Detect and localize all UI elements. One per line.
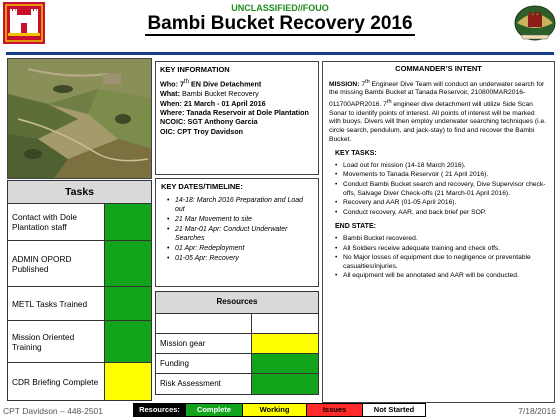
task-label: Contact with Dole Plantation staff [8,204,105,240]
key-info-where: Where: Tanada Reservoir at Dole Plantation [160,108,309,118]
key-dates-heading: KEY DATES/TIMELINE: [161,182,243,191]
table-row [8,287,151,321]
resource-label [156,314,252,333]
resource-status-cell [252,354,318,373]
key-information-heading: KEY INFORMATION [160,65,230,74]
list-item: • 21 Mar-01 Apr: Conduct Underwater Searches [167,225,313,243]
legend-working: Working [243,404,307,416]
list-item: • Conduct Bambi Bucket search and recovery, Dive Supervisor check-offs, Salvage Diver Check-offs (21 March-01 April 2016). [335,181,548,198]
table-row [156,334,318,354]
resources-table [155,291,319,395]
key-info-when: When: 21 March - 01 April 2016 [160,98,266,108]
key-tasks-list [329,162,548,218]
task-label: CDR Briefing Complete [8,363,105,400]
legend-complete: Complete [186,404,243,416]
end-state-list [329,235,548,281]
table-row [156,314,318,334]
key-info-who: Who: 7th EN Dive Detachment [160,79,262,89]
task-label: Mission Oriented Training [8,321,105,362]
mission-statement: MISSION: 7th Engineer Dive Team will conduct an underwater search for the missing Bambi Bucket at Tanada Reservoir, 210800MAR2016-011700APR2016. 7th engineer dive detachment will utilize Side Scan Sonar to identify points of interest. All points of interest will be marked with buoys. Divers will then employ underwater searching techniques (i.e. circle search, pendulum, and jack-stay) to find and recover the Bambi Bucket. [329,78,547,143]
footer-contact: CPT Davidson – 448-2501 [3,406,104,416]
legend-not-started: Not Started [363,404,425,416]
list-item: • All equipment will be annotated and AAR will be conducted. [335,272,548,281]
table-row [8,204,151,241]
key-info-ncoic: NCOIC: SGT Anthony Garcia [160,117,258,127]
list-item: • Bambi Bucket recovered. [335,235,548,244]
resource-status-cell [252,374,318,394]
legend-label: Resources: [134,404,186,416]
key-info-what: What: Bambi Bucket Recovery [160,89,259,99]
header-divider [6,52,554,55]
list-item: • 14-18: March 2016 Preparation and Load out [167,196,313,214]
legend-issues: Issues [307,404,363,416]
list-item: • 01 Apr: Redeployment [167,244,313,253]
task-status-cell [105,204,151,240]
task-status-cell [105,321,151,362]
resource-label: Funding [156,354,252,373]
table-row [8,321,151,363]
resources-heading: Resources [156,292,318,314]
list-item: • Recovery and AAR (01-05 April 2016). [335,199,548,208]
status-legend [133,403,426,417]
task-label: ADMIN OPORD Published [8,241,105,286]
commanders-intent-heading: COMMANDER’S INTENT [395,64,482,73]
list-item: • Load out for mission (14-18 March 2016). [335,162,548,171]
task-status-cell [105,241,151,286]
end-state-heading: END STATE: [335,223,376,231]
aerial-map-image [7,58,152,179]
classification-banner: UNCLASSIFIED//FOUO [231,3,329,13]
list-item: • Conduct recovery, AAR, and back brief per SOP. [335,209,548,218]
task-status-cell [105,363,151,400]
footer-date: 7/18/2016 [518,406,556,416]
resource-status-cell [252,334,318,353]
list-item: • 21 Mar Movement to site [167,215,313,224]
page-title-text: Bambi Bucket Recovery 2016 [147,13,413,34]
tasks-table [7,180,152,401]
table-row [156,354,318,374]
list-item: • All Soldiers receive adequate training and check offs. [335,245,548,254]
task-status-cell [105,287,151,320]
list-item: • No Major losses of equipment due to negligence or preventable casualties/injuries. [335,254,548,271]
key-dates-list [161,196,313,263]
unit-crest-icon [513,3,557,43]
resource-status-cell [252,314,318,333]
key-information-panel [155,61,319,175]
key-info-oic: OIC: CPT Troy Davidson [160,126,244,136]
table-row [8,241,151,287]
table-row [8,363,151,400]
resource-label: Mission gear [156,334,252,353]
list-item: • 01-05 Apr: Recovery [167,254,313,263]
tasks-heading: Tasks [8,181,151,204]
commanders-intent-panel [322,61,555,403]
resource-label: Risk Assessment [156,374,252,394]
list-item: • Movements to Tanada Reservoir ( 21 April 2016). [335,171,548,180]
task-label: METL Tasks Trained [8,287,105,320]
page-title [0,13,560,35]
table-row [156,374,318,394]
key-tasks-heading: KEY TASKS: [335,150,377,158]
key-dates-panel [155,178,319,287]
